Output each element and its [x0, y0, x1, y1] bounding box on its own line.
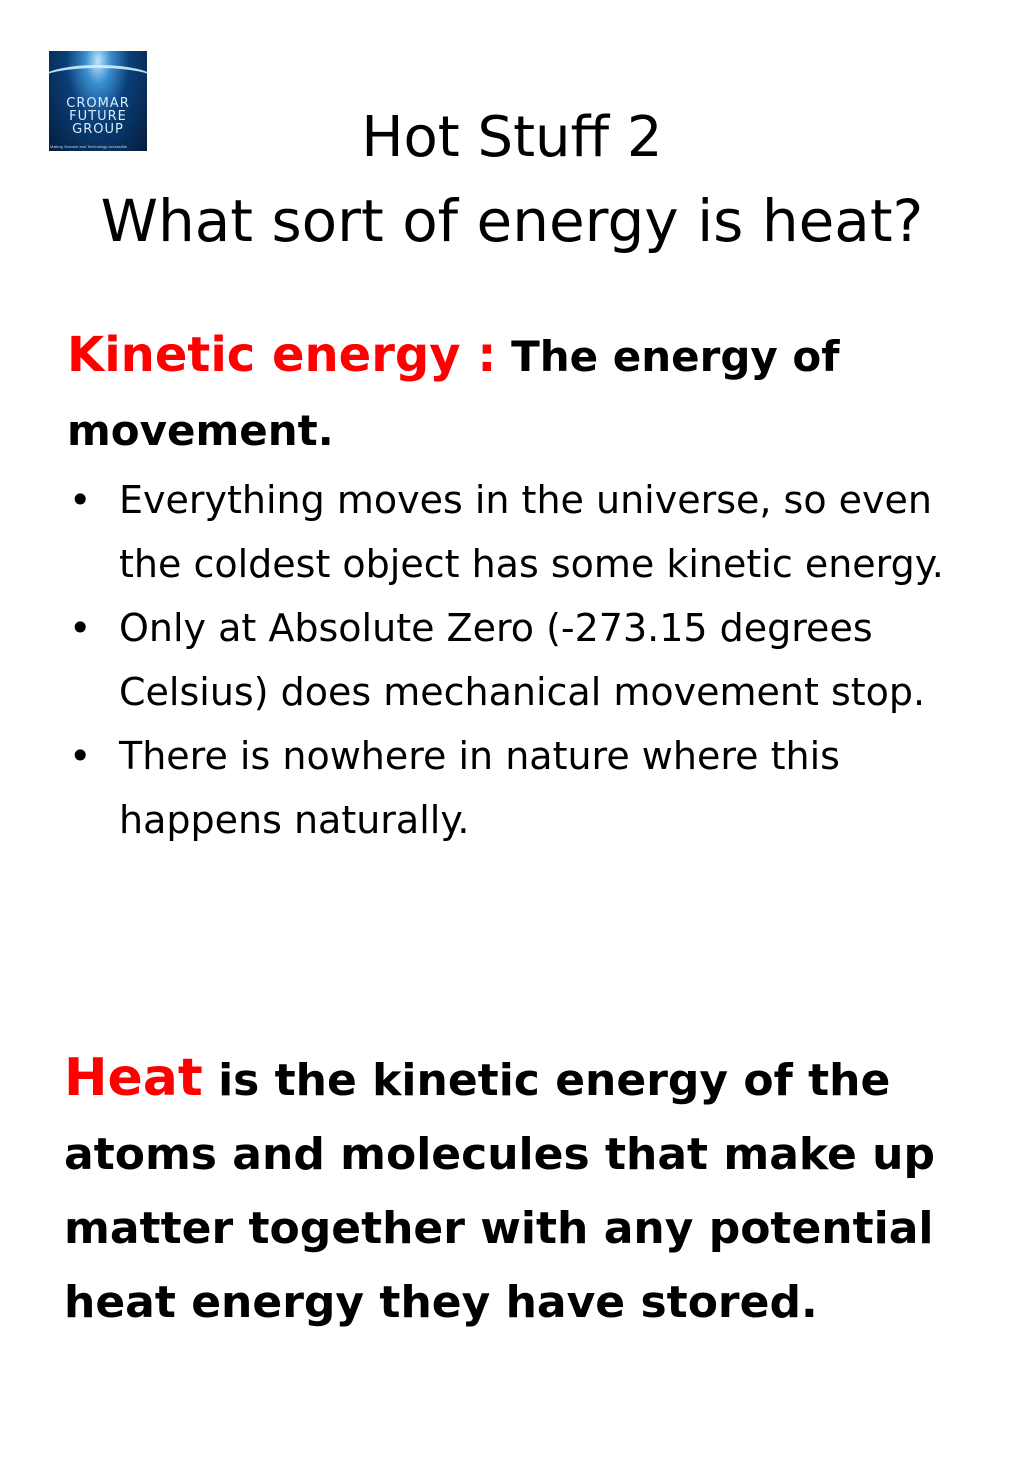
bullet-item [67, 468, 967, 596]
logo-line-1: CROMAR [66, 96, 130, 111]
page-title [0, 98, 1024, 264]
logo-line-2: FUTURE [69, 109, 127, 124]
kinetic-energy-section [67, 318, 967, 852]
bullet-text: Everything moves in the universe, so even the coldest object has some kinetic energy. [119, 478, 944, 586]
bullet-item [67, 596, 967, 724]
title-line-2: What sort of energy is heat? [100, 187, 924, 255]
title-line-1: Hot Stuff 2 [361, 105, 663, 170]
bullet-icon: • [69, 734, 92, 778]
heat-statement: is the kinetic energy of the atoms and molecules that make up matter together with any potential heat energy they have stored. [64, 1055, 935, 1328]
logo-line-3: GROUP [72, 122, 124, 137]
heat-term: Heat [64, 1048, 203, 1108]
kinetic-energy-heading [67, 318, 967, 468]
bullet-icon: • [69, 478, 92, 522]
bullet-text: Only at Absolute Zero (-273.15 degrees Celsius) does mechanical movement stop. [119, 606, 926, 714]
logo-horizon-glow [49, 65, 147, 96]
heat-definition-section [64, 1041, 984, 1340]
logo-tagline: Making Science and Technology accessible [50, 144, 128, 149]
bullet-icon: • [69, 606, 92, 650]
kinetic-energy-term: Kinetic energy : [67, 327, 497, 383]
bullet-text: There is nowhere in nature where this happens naturally. [119, 734, 840, 842]
kinetic-energy-definition: The energy of movement. [67, 332, 840, 455]
bullet-item [67, 724, 967, 852]
bullet-list [67, 468, 967, 852]
